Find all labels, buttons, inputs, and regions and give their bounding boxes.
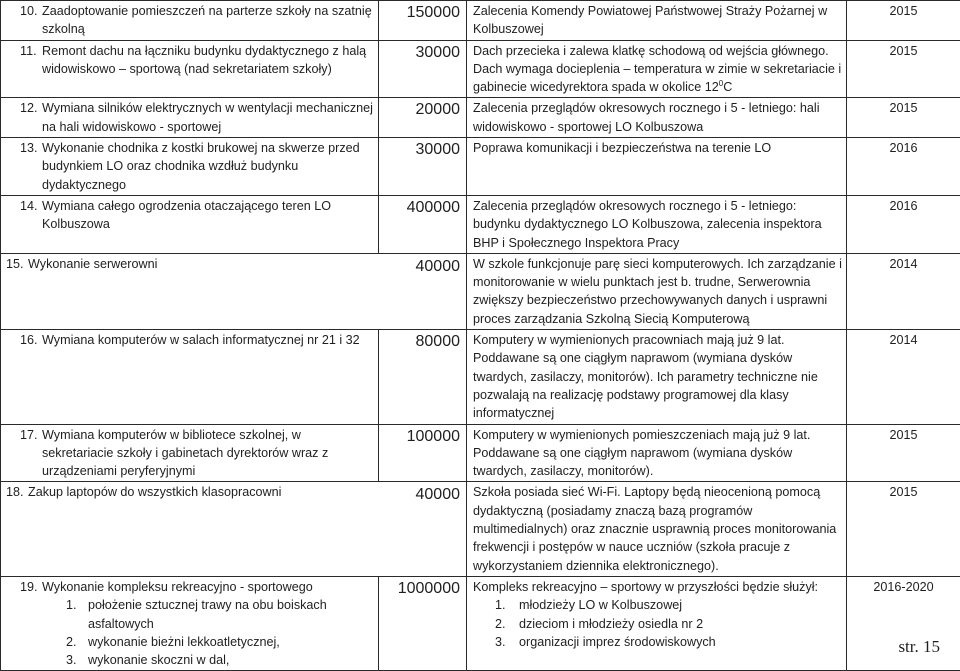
task-cell: 12. Wymiana silników elektrycznych w wentylacji mechanicznej na hali widowiskowo - sportowej bbox=[1, 98, 379, 138]
list-item: 2. dzieciom i młodzieży osiedla nr 2 bbox=[495, 615, 842, 633]
task-cell: 10. Zaadoptowanie pomieszczeń na parterze szkoły na szatnię szkolną bbox=[1, 1, 379, 41]
table-row bbox=[1, 424, 960, 482]
task-cell: 17. Wymiana komputerów w bibliotece szkolnej, w sekretariacie szkoły i gabinetach dyrektorów wraz z urządzeniami peryferyjnymi bbox=[1, 424, 379, 482]
task-description: Wykonanie serwerowni bbox=[28, 257, 157, 271]
table-row bbox=[1, 330, 960, 424]
task-description: Zaadoptowanie pomieszczeń na parterze szkoły na szatnię szkolną bbox=[42, 4, 372, 36]
year-cell: 2015 bbox=[847, 482, 960, 576]
task-cell: 16. Wymiana komputerów w salach informatycznej nr 21 i 32 bbox=[1, 330, 379, 424]
justification-cell: W szkole funkcjonuje parę sieci komputerowych. Ich zarządzanie i monitorowanie w wielu punktach jest b. trudne, Serwerownia zwiększy bezpieczeństwo przechowywanych danych i usprawni proces zarządzania Szkolną Siecią Komputerową bbox=[467, 253, 847, 329]
table-row bbox=[1, 138, 960, 196]
table-row bbox=[1, 98, 960, 138]
task-cell: 13. Wykonanie chodnika z kostki brukowej na skwerze przed budynkiem LO oraz chodnika wzdłuż budynku dydaktycznego bbox=[1, 138, 379, 196]
justification-cell: Zalecenia Komendy Powiatowej Państwowej Straży Pożarnej w Kolbuszowej bbox=[467, 1, 847, 41]
table-row bbox=[1, 195, 960, 253]
cost-cell: 150000 bbox=[379, 1, 467, 41]
cost-cell: 80000 bbox=[379, 330, 467, 424]
task-description: Wymiana całego ogrodzenia otaczającego teren LO Kolbuszowa bbox=[42, 199, 331, 231]
justification-cell: Poprawa komunikacji i bezpieczeństwa na terenie LO bbox=[467, 138, 847, 196]
justification-cell: Zalecenia przeglądów okresowych rocznego i 5 - letniego: budynku dydaktycznego LO Kolbuszowa, zalecenia inspektora BHP i Społecznego Inspektora Pracy bbox=[467, 195, 847, 253]
year-cell: 2015 bbox=[847, 1, 960, 41]
cost-cell: 1000000 bbox=[379, 576, 467, 670]
task-description: Zakup laptopów do wszystkich klasopracowni bbox=[28, 485, 281, 499]
task-description: Wymiana silników elektrycznych w wentylacji mechanicznej na hali widowiskowo - sportowej bbox=[42, 101, 373, 133]
task-cell: 19. Wykonanie kompleksu rekreacyjno - sportowego 1. położenie sztucznej trawy na obu boiskach asfaltowych 2. wykonanie bieżni lekkoatletycznej, 3. wykonanie skoczni w dal, bbox=[1, 576, 379, 670]
cost-cell: 100000 bbox=[379, 424, 467, 482]
cost-value: 40000 bbox=[416, 255, 463, 276]
justification-cell: Kompleks rekreacyjno – sportowy w przyszłości będzie służył: 1. młodzieży LO w Kolbuszowej 2. dzieciom i młodzieży osiedla nr 2 3. organizacji imprez środowiskowych bbox=[467, 576, 847, 670]
table-row bbox=[1, 1, 960, 41]
justification-cell: Zalecenia przeglądów okresowych rocznego i 5 - letniego: hali widowiskowo - sportowej LO Kolbuszowa bbox=[467, 98, 847, 138]
table-row bbox=[1, 40, 960, 98]
task-description: Wymiana komputerów w bibliotece szkolnej, w sekretariacie szkoły i gabinetach dyrektorów wraz z urządzeniami peryferyjnymi bbox=[42, 428, 328, 479]
year-cell: 2015 bbox=[847, 424, 960, 482]
list-item: 1. położenie sztucznej trawy na obu boiskach asfaltowych bbox=[6, 596, 374, 633]
justification-cell: Szkoła posiada sieć Wi-Fi. Laptopy będą nieocenioną pomocą dydaktyczną (posiadamy znaczą bazą programów multimedialnych) oraz znacznie usprawnią proces monitorowania frekwencji i postępów w nauce uczniów (szkoła pracuje z wykorzystaniem dziennika elektronicznego). bbox=[467, 482, 847, 576]
task-description: Remont dachu na łączniku budynku dydaktycznego z halą widowiskowo – sportową (nad sekretariatem szkoły) bbox=[42, 44, 366, 76]
task-description: Wykonanie chodnika z kostki brukowej na skwerze przed budynkiem LO oraz chodnika wzdłuż budynku dydaktycznego bbox=[42, 141, 360, 192]
task-cell: 11. Remont dachu na łączniku budynku dydaktycznego z halą widowiskowo – sportową (nad sekretariatem szkoły) bbox=[1, 40, 379, 98]
year-cell: 2016-2020 bbox=[847, 576, 960, 670]
list-item: 3. wykonanie skoczni w dal, bbox=[6, 651, 374, 669]
cost-cell: 30000 bbox=[379, 40, 467, 98]
year-cell: 2014 bbox=[847, 330, 960, 424]
task-cell: 18. Zakup laptopów do wszystkich klasopracowni 40000 bbox=[1, 482, 467, 576]
page-number: str. 15 bbox=[898, 637, 940, 657]
task-cell: 14. Wymiana całego ogrodzenia otaczającego teren LO Kolbuszowa bbox=[1, 195, 379, 253]
year-cell: 2014 bbox=[847, 253, 960, 329]
table-row bbox=[1, 576, 960, 670]
year-cell: 2016 bbox=[847, 138, 960, 196]
table-row bbox=[1, 482, 960, 576]
year-cell: 2015 bbox=[847, 98, 960, 138]
task-sublist bbox=[6, 596, 374, 669]
justification-cell: Komputery w wymienionych pracowniach mają już 9 lat. Poddawane są one ciągłym naprawom (wymiana dysków twardych, zasilaczy, monitorów). Ich parametry techniczne nie pozwalają na realizację podstawy programowej dla klasy informatycznej bbox=[467, 330, 847, 424]
justification-cell: Komputery w wymienionych pomieszczeniach mają już 9 lat. Poddawane są one ciągłym naprawom (wymiana dysków twardych, zasilaczy, monitorów). bbox=[467, 424, 847, 482]
beneficiary-list bbox=[473, 596, 842, 651]
list-item: 2. wykonanie bieżni lekkoatletycznej, bbox=[6, 633, 374, 651]
list-item: 1. młodzieży LO w Kolbuszowej bbox=[495, 596, 842, 614]
table-row bbox=[1, 253, 960, 329]
task-description: Wymiana komputerów w salach informatycznej nr 21 i 32 bbox=[42, 333, 360, 347]
justification-cell: Dach przecieka i zalewa klatkę schodową od wejścia głównego. Dach wymaga docieplenia – temperatura w zimie w sekretariacie i gabinecie wicedyrektora spada w okolice $12^0C$ bbox=[467, 40, 847, 98]
cost-cell: 20000 bbox=[379, 98, 467, 138]
year-cell: 2016 bbox=[847, 195, 960, 253]
cost-cell: 30000 bbox=[379, 138, 467, 196]
year-cell: 2015 bbox=[847, 40, 960, 98]
task-cell: 15. Wykonanie serwerowni 40000 bbox=[1, 253, 467, 329]
list-item: 3. organizacji imprez środowiskowych bbox=[495, 633, 842, 651]
task-description: Wykonanie kompleksu rekreacyjno - sportowego bbox=[42, 580, 313, 594]
cost-cell: 400000 bbox=[379, 195, 467, 253]
cost-value: 40000 bbox=[416, 483, 463, 504]
